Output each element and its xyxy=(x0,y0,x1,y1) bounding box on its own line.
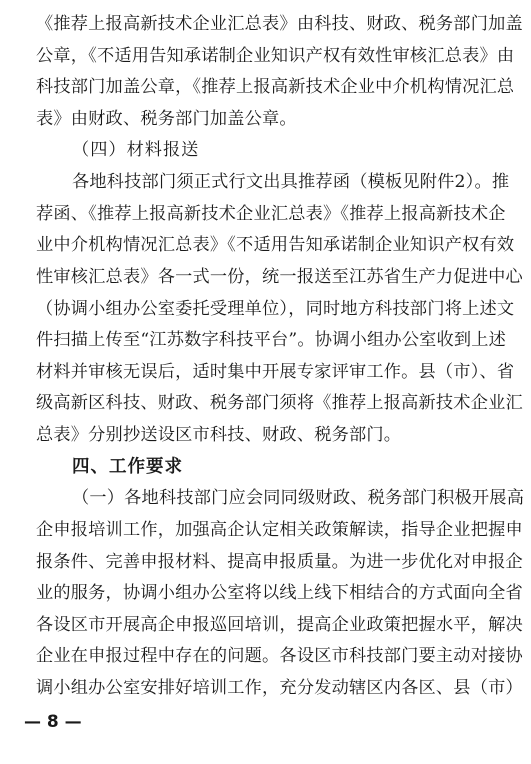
text-line: （协调小组办公室委托受理单位），同时地方科技部门将上述文 xyxy=(36,298,515,319)
text-line: 荐函、《推荐上报高新技术企业汇总表》《推荐上报高新技术企 xyxy=(36,203,506,224)
text-line: 总表》分别抄送设区市科技、财政、税务部门。 xyxy=(36,425,402,446)
text-line: 业中介机构情况汇总表》《不适用告知承诺制企业知识产权有效 xyxy=(36,235,515,256)
text-line: 企申报培训工作，加强高企认定相关政策解读，指导企业把握申 xyxy=(36,519,523,540)
text-line: 级高新区科技、财政、税务部门须将《推荐上报高新技术企业汇 xyxy=(36,393,523,414)
section-heading: 四、工作要求 xyxy=(72,456,183,477)
text-line: 件扫描上传至“江苏数字科技平台”。协调小组办公室收到上述 xyxy=(36,330,507,351)
text-line: 各设区市开展高企申报巡回培训，提高企业政策把握水平，解决 xyxy=(36,614,523,635)
text-line: 业的服务，协调小组办公室将以线上线下相结合的方式面向全省 xyxy=(36,583,523,604)
text-line: 性审核汇总表》各一式一份，统一报送至江苏省生产力促进中心 xyxy=(36,266,523,287)
subsection-heading: （四）材料报送 xyxy=(72,140,200,161)
text-line: 科技部门加盖公章，《推荐上报高新技术企业中介机构情况汇总 xyxy=(36,77,515,98)
text-line: （一）各地科技部门应会同同级财政、税务部门积极开展高 xyxy=(72,488,525,509)
text-line: 企业在申报过程中存在的问题。各设区市科技部门要主动对接协 xyxy=(36,646,523,667)
text-line: 材料并审核无误后，适时集中开展专家评审工作。县（市）、省 xyxy=(36,361,515,382)
text-line: 各地科技部门须正式行文出具推荐函（模板见附件2）。推 xyxy=(72,172,510,193)
text-line: 公章，《不适用告知承诺制企业知识产权有效性审核汇总表》由 xyxy=(36,45,515,66)
text-line: 报条件、完善申报材料、提高申报质量。为进一步优化对申报企 xyxy=(36,551,523,572)
page-number: — 8 — xyxy=(24,712,82,732)
text-line: 表》由财政、税务部门加盖公章。 xyxy=(36,108,297,129)
text-line: 调小组办公室安排好培训工作，充分发动辖区内各区、县（市） xyxy=(36,678,523,698)
text-line: 《推荐上报高新技术企业汇总表》由科技、财政、税务部门加盖 xyxy=(36,14,523,34)
